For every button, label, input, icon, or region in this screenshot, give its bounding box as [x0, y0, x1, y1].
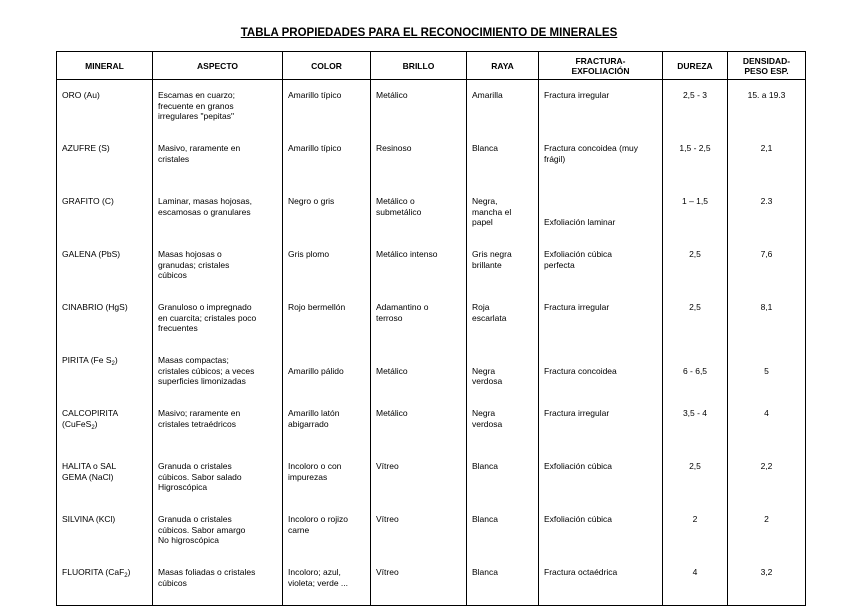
- cell-dureza: 2,5: [663, 454, 728, 507]
- table-row: [57, 80, 806, 137]
- cell-aspecto: Masivo, raramente en cristales: [153, 136, 283, 189]
- cell-fractura: Fractura irregular: [539, 295, 663, 348]
- cell-aspecto: Granuda o cristales cúbicos. Sabor salado Higroscópica: [153, 454, 283, 507]
- cell-dureza: 6 - 6,5: [663, 348, 728, 401]
- cell-densidad: 5: [728, 348, 806, 401]
- cell-fractura: Exfoliación laminar: [539, 189, 663, 242]
- cell-color: Rojo bermellón: [283, 295, 371, 348]
- cell-raya: Blanca: [467, 454, 539, 507]
- cell-raya: Blanca: [467, 507, 539, 560]
- cell-brillo: Vítreo: [371, 454, 467, 507]
- cell-dureza: 3,5 - 4: [663, 401, 728, 454]
- cell-fractura: Fractura irregular: [539, 80, 663, 137]
- cell-mineral: GALENA (PbS): [57, 242, 153, 295]
- cell-fractura: Fractura concoidea (muy frágil): [539, 136, 663, 189]
- cell-densidad: 15. a 19.3: [728, 80, 806, 137]
- cell-mineral: HALITA o SAL GEMA (NaCl): [57, 454, 153, 507]
- table-row: [57, 242, 806, 295]
- cell-color: Incoloro; azul, violeta; verde ...: [283, 560, 371, 606]
- cell-mineral: GRAFITO (C): [57, 189, 153, 242]
- header-cell: FRACTURA- EXFOLIACIÓN: [539, 52, 663, 80]
- cell-mineral: PIRITA (Fe $S_2$): [57, 348, 153, 401]
- table-row: [57, 401, 806, 454]
- cell-densidad: 7,6: [728, 242, 806, 295]
- header-cell: DUREZA: [663, 52, 728, 80]
- cell-color: Incoloro o con impurezas: [283, 454, 371, 507]
- cell-densidad: 2,2: [728, 454, 806, 507]
- cell-color: Amarillo típico: [283, 80, 371, 137]
- cell-brillo: Adamantino o terroso: [371, 295, 467, 348]
- cell-color: Gris plomo: [283, 242, 371, 295]
- cell-dureza: 2,5: [663, 242, 728, 295]
- cell-brillo: Metálico intenso: [371, 242, 467, 295]
- cell-brillo: Vítreo: [371, 560, 467, 606]
- cell-raya: Gris negra brillante: [467, 242, 539, 295]
- cell-brillo: Metálico: [371, 80, 467, 137]
- cell-mineral: SILVINA (KCl): [57, 507, 153, 560]
- cell-mineral: AZUFRE (S): [57, 136, 153, 189]
- cell-fractura: Fractura irregular: [539, 401, 663, 454]
- cell-fractura: Fractura concoidea: [539, 348, 663, 401]
- table-row: [57, 295, 806, 348]
- cell-aspecto: Masas foliadas o cristales cúbicos: [153, 560, 283, 606]
- cell-aspecto: Masas compactas; cristales cúbicos; a veces superficies limonizadas: [153, 348, 283, 401]
- cell-brillo: Vítreo: [371, 507, 467, 560]
- cell-dureza: 4: [663, 560, 728, 606]
- cell-dureza: 2,5: [663, 295, 728, 348]
- cell-brillo: Metálico o submetálico: [371, 189, 467, 242]
- cell-mineral: CALCOPIRITA (CuFeS$_2$): [57, 401, 153, 454]
- table-row: [57, 507, 806, 560]
- cell-mineral: CINABRIO (HgS): [57, 295, 153, 348]
- cell-color: Negro o gris: [283, 189, 371, 242]
- cell-raya: Negra verdosa: [467, 401, 539, 454]
- cell-fractura: Exfoliación cúbica: [539, 507, 663, 560]
- cell-brillo: Metálico: [371, 401, 467, 454]
- minerals-table: [56, 51, 806, 606]
- cell-aspecto: Escamas en cuarzo; frecuente en granos irregulares "pepitas": [153, 80, 283, 137]
- cell-raya: Blanca: [467, 136, 539, 189]
- cell-color: Incoloro o rojizo carne: [283, 507, 371, 560]
- cell-aspecto: Granuda o cristales cúbicos. Sabor amargo No higroscópica: [153, 507, 283, 560]
- table-row: [57, 454, 806, 507]
- cell-raya: Negra verdosa: [467, 348, 539, 401]
- cell-brillo: Resinoso: [371, 136, 467, 189]
- cell-fractura: Fractura octaédrica: [539, 560, 663, 606]
- table-row: [57, 136, 806, 189]
- table-row: [57, 189, 806, 242]
- cell-densidad: 3,2: [728, 560, 806, 606]
- cell-densidad: 8,1: [728, 295, 806, 348]
- cell-dureza: 1,5 - 2,5: [663, 136, 728, 189]
- cell-color: Amarillo pálido: [283, 348, 371, 401]
- header-cell: RAYA: [467, 52, 539, 80]
- header-cell: ASPECTO: [153, 52, 283, 80]
- cell-color: Amarillo típico: [283, 136, 371, 189]
- header-row: [57, 52, 806, 80]
- cell-aspecto: Masas hojosas o granudas; cristales cúbicos: [153, 242, 283, 295]
- header-cell: DENSIDAD- PESO ESP.: [728, 52, 806, 80]
- cell-color: Amarillo latón abigarrado: [283, 401, 371, 454]
- cell-aspecto: Granuloso o impregnado en cuarcita; cristales poco frecuentes: [153, 295, 283, 348]
- cell-aspecto: Laminar, masas hojosas, escamosas o granulares: [153, 189, 283, 242]
- cell-densidad: 2,1: [728, 136, 806, 189]
- cell-mineral: ORO (Au): [57, 80, 153, 137]
- cell-densidad: 2: [728, 507, 806, 560]
- cell-brillo: Metálico: [371, 348, 467, 401]
- page-title: TABLA PROPIEDADES PARA EL RECONOCIMIENTO DE MINERALES: [240, 27, 618, 39]
- cell-raya: Blanca: [467, 560, 539, 606]
- cell-fractura: Exfoliación cúbica: [539, 454, 663, 507]
- cell-raya: Negra, mancha el papel: [467, 189, 539, 242]
- cell-dureza: 2,5 - 3: [663, 80, 728, 137]
- cell-dureza: 2: [663, 507, 728, 560]
- table-row: [57, 348, 806, 401]
- cell-mineral: FLUORITA (CaF$_2$): [57, 560, 153, 606]
- header-cell: MINERAL: [57, 52, 153, 80]
- cell-aspecto: Masivo; raramente en cristales tetraédricos: [153, 401, 283, 454]
- cell-densidad: 2.3: [728, 189, 806, 242]
- cell-raya: Roja escarlata: [467, 295, 539, 348]
- cell-fractura: Exfoliación cúbica perfecta: [539, 242, 663, 295]
- cell-raya: Amarilla: [467, 80, 539, 137]
- header-cell: BRILLO: [371, 52, 467, 80]
- cell-densidad: 4: [728, 401, 806, 454]
- cell-dureza: 1 – 1,5: [663, 189, 728, 242]
- header-cell: COLOR: [283, 52, 371, 80]
